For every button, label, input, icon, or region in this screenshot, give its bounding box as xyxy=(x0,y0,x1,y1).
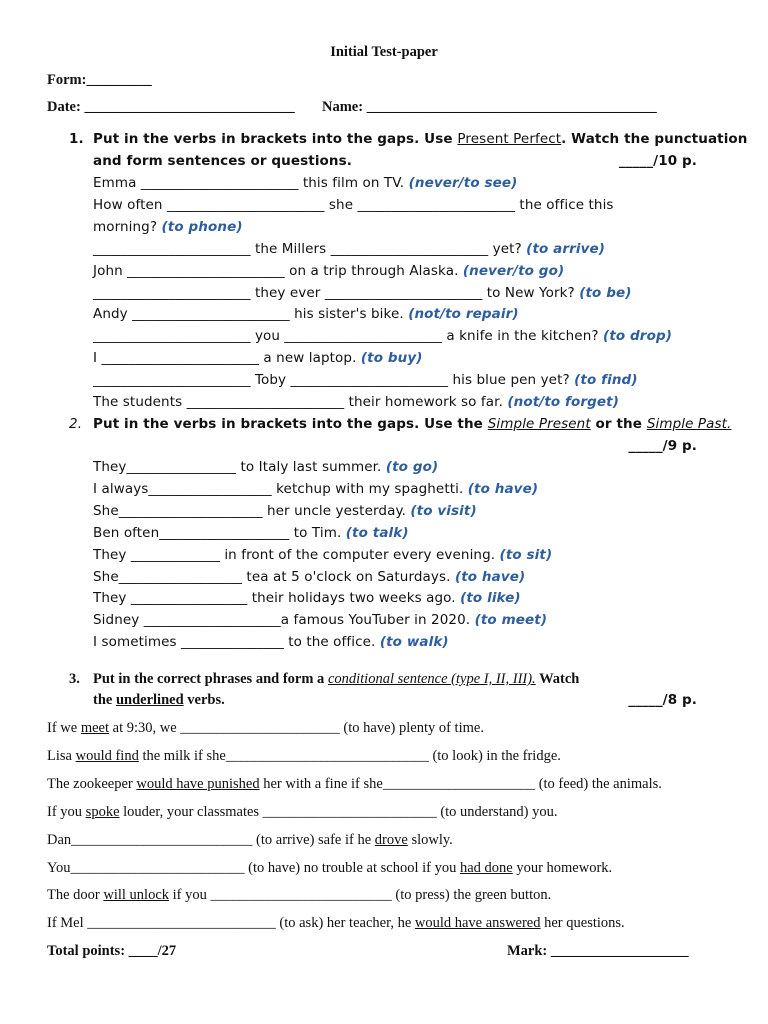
verb-hint: (to sit) xyxy=(499,546,553,563)
exercise-2-number: 2. xyxy=(69,416,83,432)
exercise-3-line xyxy=(47,915,625,932)
sentence-text: your homework. xyxy=(512,859,613,876)
tense-name: Simple Past. xyxy=(646,416,732,432)
tense-name: Present Perfect xyxy=(457,131,562,147)
exercise-1-line xyxy=(93,306,519,322)
underlined-verb: would find xyxy=(75,747,139,764)
form-field xyxy=(47,72,152,89)
exercise-3-line xyxy=(47,860,612,877)
verb-hint: (to like) xyxy=(460,590,521,607)
exercise-3-instruction-line2 xyxy=(93,692,225,709)
exercise-2-instruction xyxy=(69,416,731,432)
exercise-3-line xyxy=(47,804,558,821)
underlined-verb: drove xyxy=(374,831,408,848)
sentence-text: How often _______________________ she _______________________ the office this xyxy=(93,196,614,213)
instruction-text: Put in the verbs in brackets into the gaps. Use xyxy=(93,131,453,147)
exercise-1-line xyxy=(93,219,243,235)
verb-hint: (to meet) xyxy=(474,612,548,629)
sentence-text: Andy _______________________ his sister's bike. xyxy=(93,306,404,323)
verb-hint: (not/to repair) xyxy=(408,306,519,323)
sentence-text: the milk if she____________________________ (to look) in the fridge. xyxy=(138,747,561,764)
exercise-1-line xyxy=(93,394,619,410)
underlined-word: underlined xyxy=(115,692,184,708)
sentence-text: John _______________________ on a trip through Alaska. xyxy=(93,262,459,279)
exercise-3-points: _____/8 p. xyxy=(628,692,697,708)
sentence-text: Dan_________________________ (to arrive) safe if he xyxy=(47,831,375,848)
underlined-verb: had done xyxy=(459,859,513,876)
sentence-text: The zookeeper xyxy=(47,775,137,792)
instruction-text: or the xyxy=(595,416,642,432)
date-field xyxy=(47,99,295,116)
name-blank: ________________________________________ xyxy=(366,99,657,115)
verb-hint: (to be) xyxy=(579,284,632,301)
sentence-text: Ben often___________________ to Tim. xyxy=(93,524,342,541)
exercise-3-line xyxy=(47,887,551,904)
exercise-2-line xyxy=(93,547,552,563)
page-title: Initial Test-paper xyxy=(330,44,438,60)
sentence-text: I always__________________ ketchup with my spaghetti. xyxy=(93,480,464,497)
total-label: Total points: xyxy=(47,943,126,959)
sentence-text: She_____________________ her uncle yesterday. xyxy=(93,502,406,519)
sentence-text: _______________________ Toby _______________________ his blue pen yet? xyxy=(93,372,570,389)
exercise-1-line xyxy=(93,263,564,279)
exercise-3-line xyxy=(47,720,484,737)
sentence-text: If we xyxy=(47,720,81,736)
verb-hint: (to arrive) xyxy=(526,240,606,257)
total-points xyxy=(47,943,176,960)
exercise-3-instruction xyxy=(69,671,579,688)
verb-hint: (never/to go) xyxy=(462,262,565,279)
instruction-text: the xyxy=(93,692,113,708)
exercise-1-line xyxy=(93,285,632,301)
instruction-text: . Watch the punctuation xyxy=(561,131,748,147)
exercise-3-number: 3. xyxy=(69,671,80,687)
sentence-text: if you _________________________ (to press) the green button. xyxy=(169,887,552,904)
mark-label: Mark: xyxy=(507,943,548,959)
exercise-2-line xyxy=(93,459,438,475)
verb-hint: (never/to see) xyxy=(408,175,518,191)
exercise-1-points: _____/10 p. xyxy=(618,153,697,169)
sentence-text: Lisa xyxy=(47,747,76,764)
underlined-verb: would have punished xyxy=(136,775,260,792)
sentence-text: her with a fine if she_____________________ (to feed) the animals. xyxy=(259,775,662,792)
sentence-text: _______________________ they ever _______________________ to New York? xyxy=(93,284,575,301)
exercise-1-line xyxy=(93,197,614,213)
sentence-text: _______________________ you _______________________ a knife in the kitchen? xyxy=(93,328,599,345)
exercise-1-instruction-line2: and form sentences or questions. xyxy=(93,153,353,169)
instruction-text: Put in the correct phrases and form a xyxy=(93,671,325,687)
instruction-text: Put in the verbs in brackets into the gaps. Use the xyxy=(93,416,483,432)
exercise-2-line xyxy=(93,612,547,628)
sentence-text: slowly. xyxy=(407,831,453,848)
verb-hint: (to phone) xyxy=(161,218,243,235)
exercise-1-line xyxy=(93,372,638,388)
verb-hint: (to drop) xyxy=(603,328,672,345)
exercise-2-line xyxy=(93,569,525,585)
underlined-verb: meet xyxy=(80,720,110,736)
sentence-text: I sometimes _______________ to the office. xyxy=(93,634,376,651)
name-label: Name: xyxy=(322,99,364,115)
sentence-text: louder, your classmates ________________________ (to understand) you. xyxy=(119,803,558,820)
exercise-1-line xyxy=(93,328,672,344)
mark-field xyxy=(507,943,689,960)
underlined-verb: spoke xyxy=(85,803,120,820)
sentence-text: She__________________ tea at 5 o'clock on Saturdays. xyxy=(93,568,451,585)
sentence-text: If Mel __________________________ (to ask) her teacher, he xyxy=(47,915,415,932)
verb-hint: (not/to forget) xyxy=(507,394,619,410)
verb-hint: (to talk) xyxy=(345,524,409,541)
sentence-text: You________________________ (to have) no trouble at school if you xyxy=(47,859,460,876)
sentence-text: I _______________________ a new laptop. xyxy=(93,350,357,367)
sentence-text: Sidney ____________________a famous YouTuber in 2020. xyxy=(93,612,471,629)
exercise-1-instruction xyxy=(69,131,748,147)
total-value: ____/27 xyxy=(128,943,177,959)
sentence-text: morning? xyxy=(93,218,158,235)
verb-hint: (to have) xyxy=(467,480,539,497)
date-label: Date: xyxy=(47,99,81,115)
exercise-3-line xyxy=(47,832,453,849)
sentence-text: They _________________ their holidays two weeks ago. xyxy=(93,590,456,607)
form-label: Form: xyxy=(47,72,87,88)
underlined-verb: will unlock xyxy=(103,887,170,904)
sentence-text: The door xyxy=(47,887,104,904)
sentence-text: her questions. xyxy=(540,915,625,932)
exercise-1-number: 1. xyxy=(69,131,84,147)
verb-hint: (to go) xyxy=(385,459,439,475)
exercise-3-line xyxy=(47,748,561,765)
verb-hint: (to walk) xyxy=(379,634,449,651)
underlined-verb: would have answered xyxy=(414,915,541,932)
verb-hint: (to find) xyxy=(574,372,638,389)
exercise-1-line xyxy=(93,175,517,191)
exercise-2-line xyxy=(93,525,409,541)
exercise-3-line xyxy=(47,776,662,793)
sentence-text: They _____________ in front of the computer every evening. xyxy=(93,546,496,563)
exercise-1-line xyxy=(93,350,423,366)
exercise-2-line xyxy=(93,481,538,497)
verb-hint: (to have) xyxy=(454,568,526,585)
sentence-text: _______________________ the Millers _______________________ yet? xyxy=(93,240,522,257)
verb-hint: (to buy) xyxy=(360,350,423,367)
exercise-2-points: _____/9 p. xyxy=(628,438,697,454)
form-blank: _________ xyxy=(86,72,152,88)
sentence-text: The students _______________________ their homework so far. xyxy=(93,394,503,410)
tense-name: Simple Present xyxy=(487,416,591,432)
exercise-2-line xyxy=(93,503,477,519)
conditional-phrase: conditional sentence (type I, II, III). xyxy=(327,671,536,687)
date-blank: _____________________________ xyxy=(84,99,295,115)
sentence-text: If you xyxy=(47,803,86,820)
sentence-text: Emma _______________________ this film on TV. xyxy=(93,175,405,191)
exercise-1-line xyxy=(93,241,605,257)
instruction-text: Watch xyxy=(539,671,580,687)
sentence-text: at 9:30, we ______________________ (to have) plenty of time. xyxy=(109,720,484,736)
sentence-text: They________________ to Italy last summer. xyxy=(93,459,382,475)
name-field xyxy=(322,99,657,116)
verb-hint: (to visit) xyxy=(410,502,477,519)
exercise-2-line xyxy=(93,634,449,650)
instruction-text: verbs. xyxy=(187,692,225,708)
exercise-2-line xyxy=(93,590,521,606)
mark-blank: ___________________ xyxy=(550,943,689,959)
